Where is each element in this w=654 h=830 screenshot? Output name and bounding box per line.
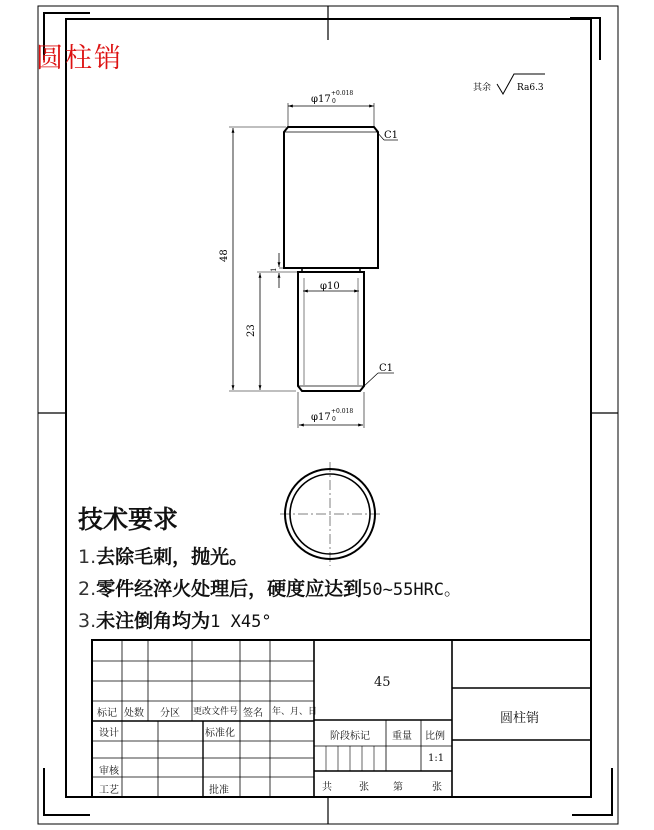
label-review: 审核 (99, 766, 119, 777)
label-sheet-no: 第 (393, 782, 403, 793)
label-standardize: 标准化 (205, 728, 235, 739)
tech-requirement-2: 2.零件经淬火处理后，硬度应达到50~55HRC。 (78, 578, 462, 600)
material-value: 45 (374, 675, 391, 690)
dim-neck-diameter (303, 281, 359, 292)
roughness-value: Ra6.3 (517, 83, 544, 93)
svg-text:φ10: φ10 (320, 281, 340, 292)
svg-text:φ17: φ17 (311, 412, 331, 423)
label-approve: 批准 (209, 785, 229, 796)
scale-value: 1:1 (428, 753, 445, 764)
dim-bottom-diameter (298, 392, 364, 428)
label-change-doc: 更改文件号 (193, 707, 239, 717)
label-stage-mark: 阶段标记 (330, 731, 370, 742)
chamfer-bottom-label (362, 363, 394, 388)
svg-text:0: 0 (332, 416, 336, 423)
svg-text:+0.018: +0.018 (331, 408, 354, 415)
label-mark: 标记 (97, 708, 117, 719)
dim-top-diameter (288, 90, 374, 126)
dim-step-length (270, 253, 283, 288)
svg-text:48: 48 (219, 249, 230, 262)
roughness-prefix: 其余 (473, 83, 492, 93)
part-name: 圆柱销 (500, 711, 540, 726)
label-signature: 签名 (243, 708, 263, 719)
label-sheet-unit2: 张 (432, 782, 442, 793)
tech-requirements-heading: 技术要求 (78, 505, 179, 534)
chamfer-top-label (376, 130, 398, 141)
svg-text:φ17: φ17 (311, 94, 331, 105)
tech-requirement-1: 1.去除毛刺，抛光。 (78, 546, 249, 568)
inner-frame (66, 19, 591, 797)
label-design: 设计 (99, 728, 119, 739)
label-date: 年、月、日 (272, 707, 318, 717)
label-zone: 分区 (160, 708, 180, 719)
pin-end-view (280, 462, 381, 566)
label-weight: 重量 (392, 731, 412, 742)
dim-lower-length (246, 272, 297, 390)
svg-text:23: 23 (246, 324, 257, 337)
label-process: 工艺 (99, 785, 119, 796)
svg-text:C1: C1 (384, 130, 399, 141)
pin-side-view (284, 127, 378, 391)
svg-text:1: 1 (270, 267, 278, 272)
svg-text:0: 0 (332, 98, 336, 105)
tech-requirement-3: 3.未注倒角均为1 X45° (78, 610, 272, 632)
label-count: 处数 (124, 708, 144, 719)
page-title: 圆柱销 (36, 43, 123, 74)
svg-text:+0.018: +0.018 (331, 90, 354, 97)
label-sheets-unit: 张 (359, 782, 369, 793)
svg-text:C1: C1 (379, 363, 394, 374)
label-scale: 比例 (425, 731, 445, 742)
label-sheets-total: 共 (322, 782, 332, 793)
